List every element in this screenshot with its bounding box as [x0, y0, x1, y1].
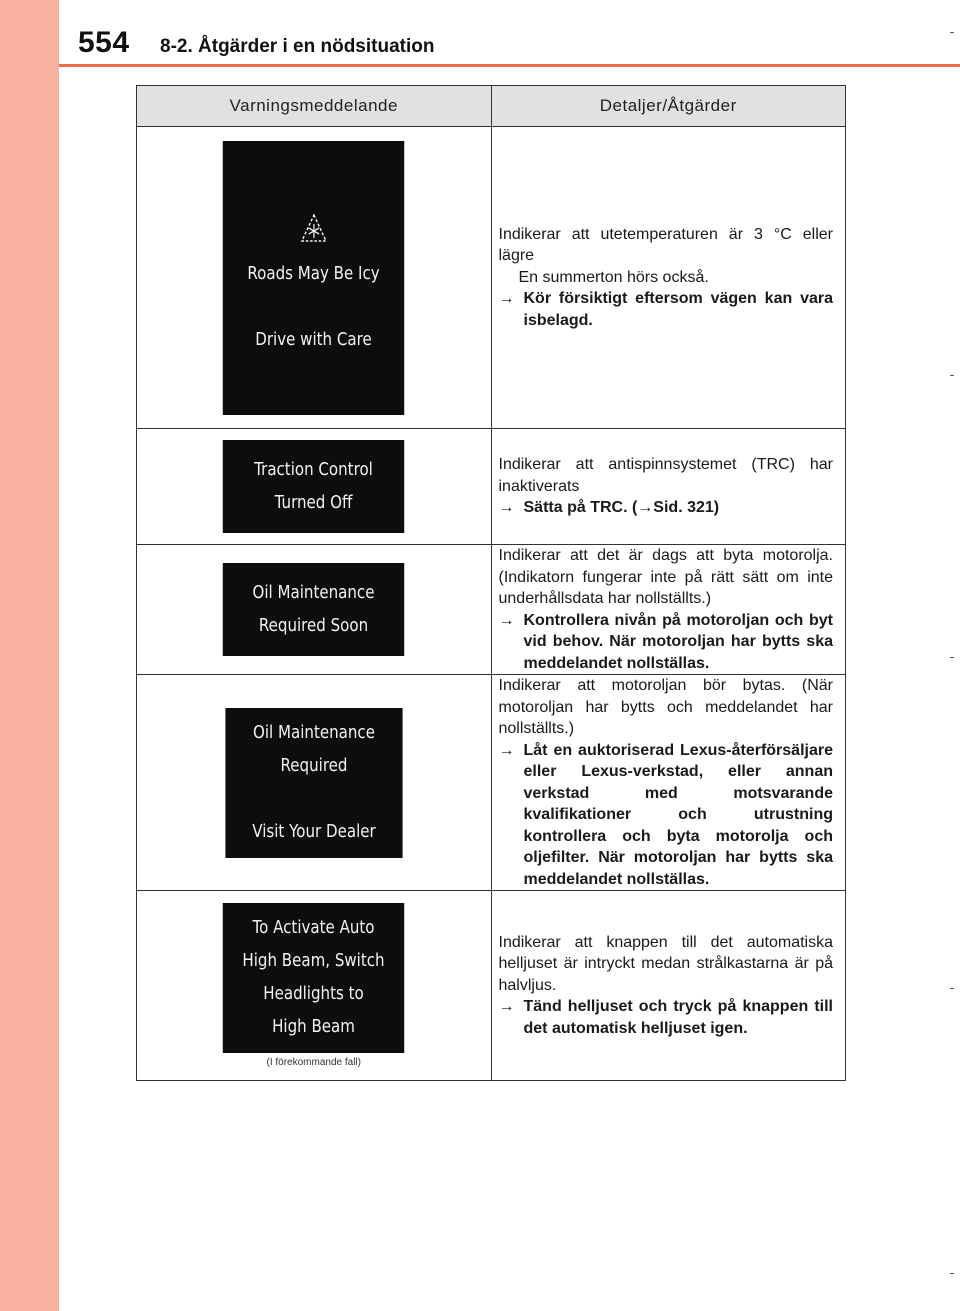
- arrow-icon: →: [637, 499, 654, 517]
- description: Indikerar att motoroljan bör bytas. (När motoroljan har bytts och meddelandet har nollställts.): [498, 677, 833, 737]
- message-display: [223, 903, 404, 1053]
- crop-mark: [950, 1273, 954, 1274]
- table-row: [137, 891, 846, 1081]
- crop-mark: [950, 32, 954, 33]
- details-cell: [491, 127, 846, 429]
- action-text: → Låt en auktoriserad Lexus-återförsäljare eller Lexus-verkstad, eller annan verkstad med motsvarande kvalifikationer och utrustning kontrollera och byta motorolja och oljefilter. När motoroljan har bytts ska meddelandet nollställas.: [498, 741, 833, 888]
- section-title: 8-2. Åtgärder i en nödsituation: [160, 36, 435, 57]
- description-note: En summerton hörs också.: [518, 268, 709, 286]
- crop-mark: [950, 657, 954, 658]
- display-line: Required Soon: [259, 615, 369, 636]
- description: Indikerar att utetemperaturen är 3 °C eller lägre: [498, 225, 833, 265]
- display-line: Required: [280, 755, 348, 776]
- description: Indikerar att det är dags att byta motorolja. (Indikatorn fungerar inte på rätt sätt om inte underhållsdata har nollställts.): [498, 547, 833, 607]
- display-line: To Activate Auto: [252, 918, 375, 938]
- action-text: → Kontrollera nivån på motoroljan och byt vid behov. När motoroljan har bytts ska meddelandet nollställas.: [498, 611, 833, 672]
- display-line: Traction Control: [254, 459, 374, 480]
- arrow-icon: →: [498, 741, 515, 759]
- display-line: Headlights to: [263, 984, 364, 1004]
- message-image-cell: [137, 675, 492, 891]
- footnote: (I förekommande fall): [266, 1057, 361, 1068]
- message-image-cell: [137, 545, 492, 675]
- message-image-cell: [137, 127, 492, 429]
- display-line: Visit Your Dealer: [252, 821, 376, 842]
- page-number: 554: [78, 26, 130, 59]
- table-row: [137, 675, 846, 891]
- display-line: High Beam, Switch: [242, 951, 385, 971]
- table-row: [137, 545, 846, 675]
- table-row: [137, 127, 846, 429]
- message-display: [223, 141, 404, 415]
- display-line: Turned Off: [274, 492, 353, 513]
- details-cell: [491, 675, 846, 891]
- details-cell: [491, 545, 846, 675]
- arrow-icon: →: [498, 611, 515, 629]
- action-text: → Sätta på TRC. (→Sid. 321): [499, 497, 834, 519]
- table-header-row: [137, 86, 846, 127]
- details-cell: [491, 429, 846, 545]
- snowflake-warning-icon: [300, 212, 328, 244]
- action-text: → Tänd helljuset och tryck på knappen till det automatisk helljuset igen.: [498, 998, 833, 1037]
- arrow-icon: →: [498, 290, 515, 308]
- header-rule: [59, 64, 960, 67]
- description: Indikerar att antispinnsystemet (TRC) har inaktiverats: [498, 456, 833, 495]
- display-line: High Beam: [272, 1017, 356, 1037]
- column-header-message: Varningsmeddelande: [137, 86, 492, 127]
- display-line: Oil Maintenance: [252, 582, 375, 603]
- description: Indikerar att knappen till det automatiska helljuset är intryckt medan strålkastarna är på halvljus.: [498, 933, 833, 994]
- column-header-details: Detaljer/Åtgärder: [491, 86, 846, 127]
- crop-mark: [950, 988, 954, 989]
- side-color-band: [0, 0, 59, 1311]
- details-cell: [491, 891, 846, 1081]
- page-reference-link[interactable]: Sid. 321): [653, 499, 720, 517]
- display-line: Drive with Care: [255, 330, 372, 350]
- warning-message-table: [136, 85, 846, 1081]
- crop-mark: [950, 375, 954, 376]
- message-display: [223, 440, 404, 533]
- action-text: → Kör försiktigt eftersom vägen kan vara isbelagd.: [498, 290, 833, 329]
- message-display: [225, 708, 402, 858]
- display-line: Oil Maintenance: [252, 722, 375, 743]
- message-image-cell: [137, 891, 492, 1081]
- table-row: [137, 429, 846, 545]
- display-line: Roads May Be Icy: [247, 264, 380, 284]
- message-image-cell: [137, 429, 492, 545]
- arrow-icon: →: [498, 499, 515, 517]
- message-display: [223, 563, 404, 656]
- arrow-icon: →: [498, 998, 515, 1016]
